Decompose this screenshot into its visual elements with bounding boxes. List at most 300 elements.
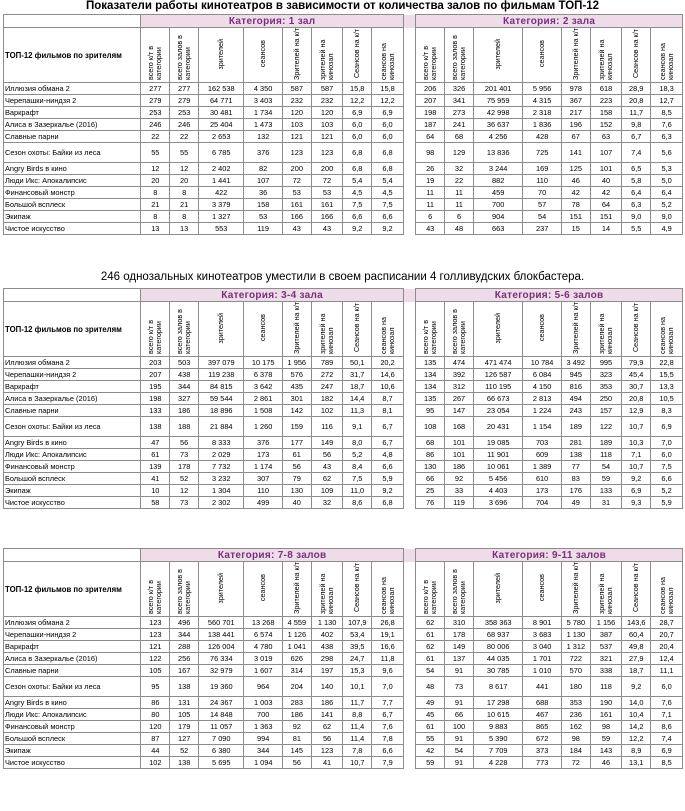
table-cell: 7,9 <box>372 757 404 769</box>
table-row <box>4 473 683 485</box>
table-cell: 92 <box>282 721 311 733</box>
table-cell: 64 <box>416 131 445 143</box>
table-cell: 978 <box>561 83 590 95</box>
table-cell: 39,5 <box>343 641 372 653</box>
table-cell: 6,8 <box>372 497 404 509</box>
table-cell: 6,8 <box>343 163 372 175</box>
table-cell: 6,7 <box>372 709 404 721</box>
film-name: Варкрафт <box>4 641 141 653</box>
table-cell: 7,6 <box>651 697 683 709</box>
table-cell: 310 <box>445 617 474 629</box>
table-cell: 32 <box>311 497 343 509</box>
table-cell: 8 901 <box>523 617 561 629</box>
table-cell: 6,9 <box>651 417 683 437</box>
table-cell: 158 <box>590 107 622 119</box>
table-cell: 143,6 <box>622 617 651 629</box>
table-cell: 703 <box>523 437 561 449</box>
table-cell: 123 <box>311 143 343 163</box>
table-cell: 50,1 <box>343 357 372 369</box>
table-cell: 134 <box>416 381 445 393</box>
table-cell: 459 <box>473 187 522 199</box>
category-title: Категория: 9-11 залов <box>416 549 683 562</box>
film-name: Сезон охоты: Байки из леса <box>4 143 141 163</box>
table-cell: 53 <box>244 211 282 223</box>
table-cell: 5,3 <box>651 163 683 175</box>
table-cell: 198 <box>416 107 445 119</box>
table-cell: 66 <box>445 709 474 721</box>
table-cell: 4 228 <box>473 757 522 769</box>
table-cell: 53,4 <box>343 629 372 641</box>
table-cell: 201 401 <box>473 83 522 95</box>
table-cell: 54 <box>445 745 474 757</box>
table-cell: 9,2 <box>622 473 651 485</box>
table-cell: 773 <box>523 757 561 769</box>
table-row <box>4 437 683 449</box>
table-cell: 1 126 <box>282 629 311 641</box>
column-header: сеансов <box>523 28 561 83</box>
table-cell: 5,9 <box>372 473 404 485</box>
table-cell: 5,4 <box>343 175 372 187</box>
table-cell: 75 959 <box>473 95 522 107</box>
column-header: Сеансов на к/т <box>622 28 651 83</box>
table-cell: 178 <box>445 629 474 641</box>
table-cell: 186 <box>445 461 474 473</box>
table-cell: 6,8 <box>372 143 404 163</box>
table-cell: 11 <box>445 187 474 199</box>
table-cell: 110 195 <box>473 381 522 393</box>
table-cell: 267 <box>445 393 474 405</box>
table-cell: 61 <box>141 449 170 461</box>
table-row <box>4 199 683 211</box>
table-cell: 13,1 <box>622 757 651 769</box>
table-cell: 91 <box>445 697 474 709</box>
film-name: Иллюзия обмана 2 <box>4 617 141 629</box>
table-cell: 7 709 <box>473 745 522 757</box>
table-cell: 197 <box>311 665 343 677</box>
table-cell: 149 <box>311 437 343 449</box>
table-cell: 12,7 <box>651 95 683 107</box>
table-cell: 80 006 <box>473 641 522 653</box>
table-cell: 61 <box>416 653 445 665</box>
table-cell: 4 150 <box>523 381 561 393</box>
table-cell: 13 836 <box>473 143 522 163</box>
table-cell: 55 <box>170 143 199 163</box>
table-cell: 253 <box>170 107 199 119</box>
table-row <box>4 131 683 143</box>
table-cell: 48 <box>445 223 474 235</box>
table-cell: 281 <box>561 437 590 449</box>
table-cell: 73 <box>170 497 199 509</box>
table-row <box>4 677 683 697</box>
table-cell: 13 268 <box>244 617 282 629</box>
table-cell: 105 <box>170 709 199 721</box>
column-header: всего к/т в категории <box>416 302 445 357</box>
table-cell: 5,2 <box>651 199 683 211</box>
table-cell: 168 <box>445 417 474 437</box>
table-cell: 32 <box>445 163 474 175</box>
table-row <box>4 721 683 733</box>
table-cell: 704 <box>523 497 561 509</box>
table-cell: 10 061 <box>473 461 522 473</box>
table-cell: 8,0 <box>343 437 372 449</box>
table-cell: 18 896 <box>199 405 244 417</box>
table-cell: 7,5 <box>343 199 372 211</box>
table-cell: 176 <box>561 485 590 497</box>
table-cell: 6,9 <box>622 485 651 497</box>
table-cell: 904 <box>473 211 522 223</box>
table-cell: 102 <box>311 405 343 417</box>
table-cell: 76 <box>416 497 445 509</box>
table-cell: 10,7 <box>343 757 372 769</box>
table-cell: 173 <box>523 485 561 497</box>
table-cell: 964 <box>244 677 282 697</box>
table-cell: 4,5 <box>372 187 404 199</box>
table-cell: 26 <box>416 163 445 175</box>
table-cell: 7,5 <box>372 199 404 211</box>
table-cell: 169 <box>523 163 561 175</box>
table-cell: 323 <box>590 369 622 381</box>
table-cell: 91 <box>445 733 474 745</box>
table-cell: 62 <box>311 473 343 485</box>
table-cell: 232 <box>282 95 311 107</box>
table-row <box>4 405 683 417</box>
table-cell: 66 673 <box>473 393 522 405</box>
table-cell: 7,7 <box>372 697 404 709</box>
table-cell: 81 <box>282 733 311 745</box>
film-name: Люди Икс: Апокалипсис <box>4 449 141 461</box>
film-name: Черепашки-ниндзя 2 <box>4 629 141 641</box>
table-cell: 45,4 <box>622 369 651 381</box>
table-cell: 15,8 <box>372 83 404 95</box>
table-cell: 20,4 <box>651 641 683 653</box>
column-header: Зрителей на к/т <box>282 28 311 83</box>
table-cell: 7,8 <box>372 733 404 745</box>
column-header: всего к/т в категории <box>416 28 445 83</box>
table-cell: 560 701 <box>199 617 244 629</box>
table-cell: 7,5 <box>343 473 372 485</box>
table-cell: 4 315 <box>523 95 561 107</box>
table-cell: 86 <box>141 697 170 709</box>
table-cell: 321 <box>590 653 622 665</box>
table-cell: 6,6 <box>372 461 404 473</box>
table-cell: 101 <box>590 163 622 175</box>
table-cell: 180 <box>561 677 590 697</box>
table-row <box>4 461 683 473</box>
table-cell: 12 <box>170 163 199 175</box>
table-cell: 441 <box>523 677 561 697</box>
table-cell: 77 <box>561 461 590 473</box>
column-header: сеансов <box>244 28 282 83</box>
table-cell: 123 <box>141 629 170 641</box>
table-cell: 2 302 <box>199 497 244 509</box>
table-row <box>4 143 683 163</box>
table-cell: 125 <box>561 163 590 175</box>
table-cell: 157 <box>590 405 622 417</box>
table-cell: 6,6 <box>372 211 404 223</box>
table-cell: 207 <box>141 369 170 381</box>
film-name: Черепашки-ниндзя 2 <box>4 95 141 107</box>
table-cell: 189 <box>590 437 622 449</box>
table-cell: 138 <box>170 757 199 769</box>
table-cell: 26,8 <box>372 617 404 629</box>
table-cell: 123 <box>141 617 170 629</box>
corner-blank <box>4 289 141 302</box>
table-cell: 10,3 <box>622 437 651 449</box>
table-cell: 5,2 <box>651 485 683 497</box>
film-name: Финансовый монстр <box>4 721 141 733</box>
table-cell: 312 <box>445 381 474 393</box>
table-cell: 132 <box>244 131 282 143</box>
table-cell: 6,0 <box>372 131 404 143</box>
table-cell: 179 <box>170 721 199 733</box>
table-cell: 7,4 <box>622 143 651 163</box>
table-cell: 12 <box>141 163 170 175</box>
table-cell: 32 979 <box>199 665 244 677</box>
table-cell: 14,0 <box>622 697 651 709</box>
table-cell: 3 019 <box>244 653 282 665</box>
table-cell: 30 785 <box>473 665 522 677</box>
table-cell: 3 492 <box>561 357 590 369</box>
table-cell: 5,6 <box>651 143 683 163</box>
table-cell: 103 <box>311 119 343 131</box>
table-cell: 1 003 <box>244 697 282 709</box>
table-row <box>4 485 683 497</box>
table-cell: 53 <box>282 187 311 199</box>
table-cell: 994 <box>244 733 282 745</box>
film-name: Экипаж <box>4 745 141 757</box>
category-title: Категория: 7-8 залов <box>141 549 403 562</box>
table-cell: 10 615 <box>473 709 522 721</box>
column-header: всего залов в категории <box>170 302 199 357</box>
table-cell: 5,5 <box>622 223 651 235</box>
table-row <box>4 369 683 381</box>
table-cell: 1 174 <box>244 461 282 473</box>
table-cell: 273 <box>445 107 474 119</box>
table-cell: 61 <box>416 629 445 641</box>
column-header: Сеансов на к/т <box>343 302 372 357</box>
table-row <box>4 665 683 677</box>
table-cell: 140 <box>311 677 343 697</box>
table-cell: 45 <box>416 709 445 721</box>
table-cell: 327 <box>170 393 199 405</box>
table-cell: 288 <box>170 641 199 653</box>
film-name: Иллюзия обмана 2 <box>4 83 141 95</box>
film-name: Финансовый монстр <box>4 187 141 199</box>
table-cell: 83 <box>561 473 590 485</box>
table-cell: 8,1 <box>372 405 404 417</box>
table-cell: 1 130 <box>561 629 590 641</box>
table-cell: 397 079 <box>199 357 244 369</box>
table-cell: 102 <box>141 757 170 769</box>
table-cell: 28,7 <box>651 617 683 629</box>
table-cell: 24,7 <box>343 653 372 665</box>
table-cell: 11,8 <box>372 653 404 665</box>
table-cell: 68 <box>416 437 445 449</box>
table-cell: 9,2 <box>372 485 404 497</box>
table-cell: 367 <box>561 95 590 107</box>
table-cell: 1 389 <box>523 461 561 473</box>
table-cell: 11 901 <box>473 449 522 461</box>
table-cell: 392 <box>445 369 474 381</box>
caption: 246 однозальных кинотеатров уместили в своем расписании 4 голливудских блокбастера. <box>100 271 585 283</box>
film-name: Сезон охоты: Байки из леса <box>4 677 141 697</box>
film-name: Алиса в Зазеркалье (2016) <box>4 393 141 405</box>
table-cell: 725 <box>523 143 561 163</box>
table-cell: 376 <box>244 143 282 163</box>
table-cell: 10 175 <box>244 357 282 369</box>
table-cell: 402 <box>311 629 343 641</box>
table-cell: 422 <box>199 187 244 199</box>
film-name: Алиса в Зазеркалье (2016) <box>4 653 141 665</box>
table-cell: 142 <box>282 405 311 417</box>
table-cell: 14 848 <box>199 709 244 721</box>
table-cell: 190 <box>590 697 622 709</box>
table-cell: 133 <box>141 405 170 417</box>
table-cell: 283 <box>282 697 311 709</box>
table-cell: 56 <box>311 449 343 461</box>
table-cell: 499 <box>244 497 282 509</box>
table-cell: 236 <box>561 709 590 721</box>
table-row <box>4 357 683 369</box>
table-cell: 8 617 <box>473 677 522 697</box>
table-cell: 4 256 <box>473 131 522 143</box>
table-cell: 61 <box>282 449 311 461</box>
table-cell: 6 378 <box>244 369 282 381</box>
table-cell: 15,8 <box>343 83 372 95</box>
column-header: сеансов на кинозал <box>651 302 683 357</box>
table-cell: 2 029 <box>199 449 244 461</box>
table-cell: 277 <box>141 83 170 95</box>
table-cell: 138 <box>170 677 199 697</box>
column-header: всего залов в категории <box>445 562 474 617</box>
table-cell: 133 <box>590 485 622 497</box>
column-header: Зрителей на к/т <box>561 28 590 83</box>
table-cell: 8 <box>141 187 170 199</box>
table-cell: 72 <box>311 175 343 187</box>
table-cell: 20 <box>170 175 199 187</box>
table-cell: 43 <box>416 223 445 235</box>
table-cell: 43 <box>282 223 311 235</box>
table-cell: 166 <box>311 211 343 223</box>
table-cell: 8,9 <box>622 745 651 757</box>
film-name: Angry Birds в кино <box>4 697 141 709</box>
table-cell: 618 <box>590 83 622 95</box>
corner-blank <box>4 549 141 562</box>
film-name: Большой всплеск <box>4 473 141 485</box>
table-cell: 122 <box>141 653 170 665</box>
table-cell: 129 <box>445 143 474 163</box>
table-cell: 118 <box>590 449 622 461</box>
table-cell: 68 937 <box>473 629 522 641</box>
column-header: сеансов <box>523 302 561 357</box>
table-cell: 44 035 <box>473 653 522 665</box>
table-cell: 11,1 <box>651 665 683 677</box>
table-cell: 570 <box>561 665 590 677</box>
table-cell: 6,6 <box>343 211 372 223</box>
table-cell: 149 <box>445 641 474 653</box>
table-cell: 7 732 <box>199 461 244 473</box>
film-name: Сезон охоты: Байки из леса <box>4 417 141 437</box>
table-cell: 5 390 <box>473 733 522 745</box>
corner-blank <box>4 15 141 28</box>
table-cell: 182 <box>311 393 343 405</box>
table-cell: 53 <box>311 187 343 199</box>
table-cell: 95 <box>141 677 170 697</box>
table-cell: 123 <box>311 745 343 757</box>
film-name: Люди Икс: Апокалипсис <box>4 709 141 721</box>
table-cell: 187 <box>416 119 445 131</box>
table-cell: 8 333 <box>199 437 244 449</box>
column-header: зрителей <box>199 302 244 357</box>
table-cell: 428 <box>523 131 561 143</box>
film-name: Большой всплеск <box>4 733 141 745</box>
table-cell: 166 <box>282 211 311 223</box>
table-cell: 626 <box>282 653 311 665</box>
table-cell: 31 <box>590 497 622 509</box>
table-cell: 72 <box>282 175 311 187</box>
table-cell: 6 084 <box>523 369 561 381</box>
column-header: зрителей <box>473 28 522 83</box>
table-cell: 110 <box>244 485 282 497</box>
table-cell: 123 <box>282 143 311 163</box>
table-cell: 16,6 <box>372 641 404 653</box>
table-cell: 73 <box>445 677 474 697</box>
table-cell: 43 <box>311 461 343 473</box>
table-cell: 8 <box>170 211 199 223</box>
table-cell: 9,8 <box>622 119 651 131</box>
table-cell: 14 <box>590 223 622 235</box>
column-header: Сеансов на к/т <box>622 302 651 357</box>
table-cell: 7,1 <box>622 449 651 461</box>
table-cell: 537 <box>590 641 622 653</box>
table-cell: 10,7 <box>622 417 651 437</box>
table-cell: 42 <box>561 187 590 199</box>
table-cell: 200 <box>282 163 311 175</box>
table-cell: 6,0 <box>372 119 404 131</box>
table-cell: 663 <box>473 223 522 235</box>
column-header: Сеансов на к/т <box>343 562 372 617</box>
table-cell: 21 <box>170 199 199 211</box>
table-cell: 56 <box>282 461 311 473</box>
film-name: Славные парни <box>4 405 141 417</box>
column-header: зрителей на кинозал <box>311 562 343 617</box>
table-row <box>4 449 683 461</box>
table-cell: 1 363 <box>244 721 282 733</box>
table-cell: 122 <box>590 417 622 437</box>
table-cell: 1 260 <box>244 417 282 437</box>
table-cell: 30,7 <box>622 381 651 393</box>
table-cell: 344 <box>170 629 199 641</box>
table-cell: 130 <box>282 485 311 497</box>
table-cell: 46 <box>561 175 590 187</box>
table-cell: 247 <box>311 381 343 393</box>
table-cell: 64 771 <box>199 95 244 107</box>
table-cell: 120 <box>311 107 343 119</box>
table-cell: 9,2 <box>343 223 372 235</box>
table-cell: 204 <box>282 677 311 697</box>
table-cell: 118 <box>590 677 622 697</box>
table-cell: 326 <box>445 83 474 95</box>
table-cell: 6,0 <box>651 677 683 697</box>
table-cell: 7,8 <box>343 745 372 757</box>
table-cell: 137 <box>445 653 474 665</box>
category-title: Категория: 1 зал <box>141 15 404 28</box>
table-cell: 576 <box>282 369 311 381</box>
table-cell: 70 <box>523 187 561 199</box>
table-cell: 12,2 <box>372 95 404 107</box>
column-header: Зрителей на к/т <box>282 302 311 357</box>
table-cell: 55 <box>141 143 170 163</box>
